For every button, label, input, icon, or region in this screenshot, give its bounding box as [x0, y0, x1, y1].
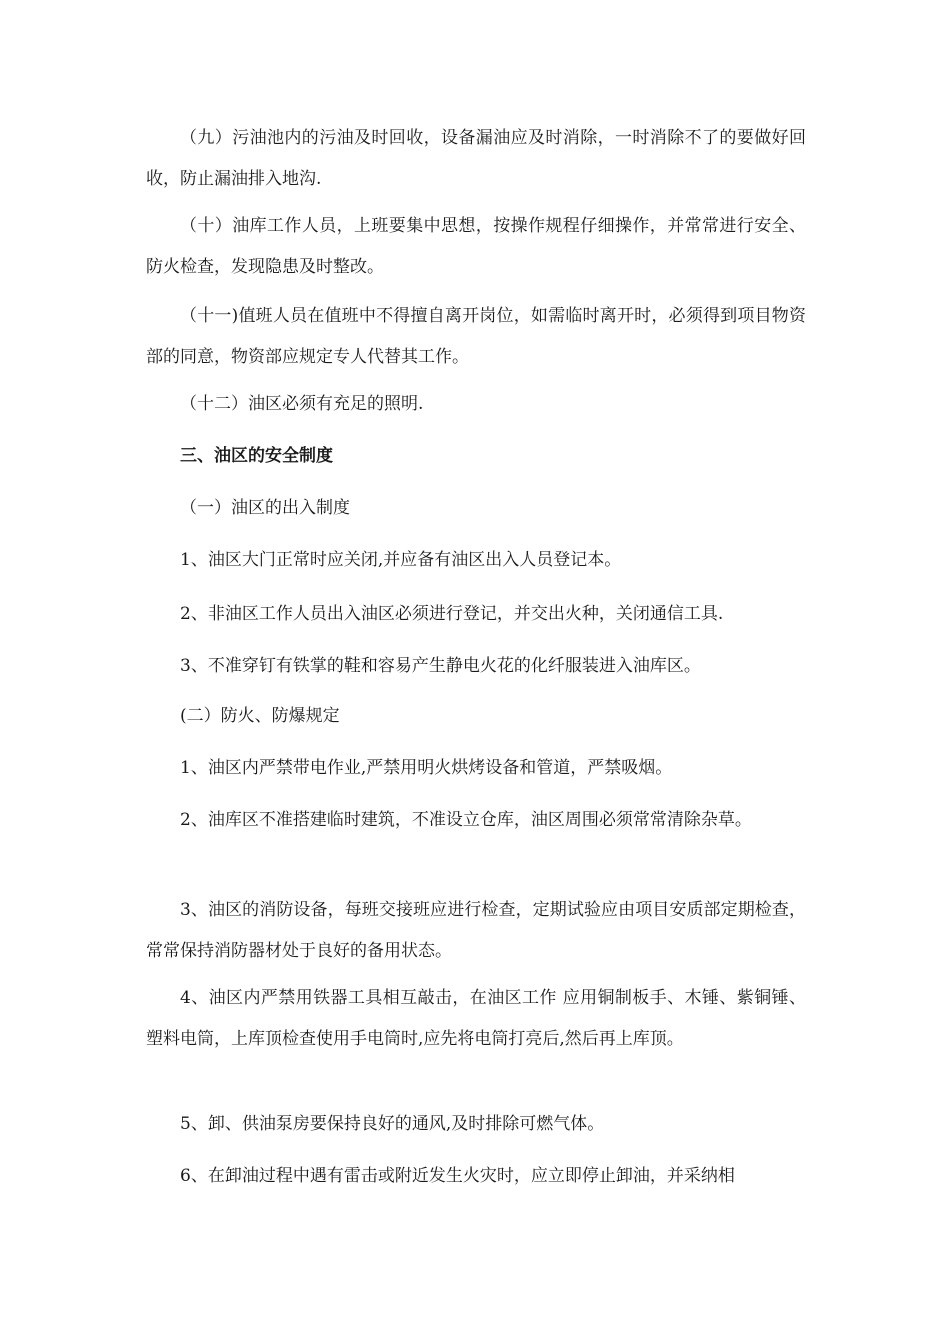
subsection-heading-2: (二）防火、防爆规定 [180, 706, 340, 726]
rule-item-2-6: 6、在卸油过程中遇有雷击或附近发生火灾时，应立即停止卸油，并采纳相 [180, 1166, 735, 1186]
subsection-heading-1: （一）油区的出入制度 [180, 498, 350, 518]
paragraph-item-10: （十）油库工作人员，上班要集中思想，按操作规程仔细操作，并常常进行安全、防火检查，发现隐患及时整改。 [146, 216, 806, 277]
rule-item-1-3: 3、不准穿钉有铁掌的鞋和容易产生静电火花的化纤服装进入油库区。 [180, 656, 701, 676]
rule-item-2-3: 3、油区的消防设备，每班交接班应进行检查，定期试验应由项目安质部定期检查，常常保持消防器材处于良好的备用状态。 [146, 900, 806, 961]
paragraph-item-11: （十一)值班人员在值班中不得擅自离开岗位，如需临时离开时，必须得到项目物资部的同意，物资部应规定专人代替其工作。 [146, 306, 806, 367]
rule-item-2-5: 5、卸、供油泵房要保持良好的通风,及时排除可燃气体。 [180, 1114, 605, 1134]
paragraph-item-9: （九）污油池内的污油及时回收，设备漏油应及时消除，一时消除不了的要做好回收，防止漏油排入地沟. [146, 128, 806, 189]
section-heading-3: 三、油区的安全制度 [180, 446, 333, 466]
rule-item-1-2: 2、非油区工作人员出入油区必须进行登记，并交出火种，关闭通信工具. [180, 604, 724, 624]
paragraph-item-12: （十二）油区必须有充足的照明. [180, 394, 424, 414]
rule-item-2-4: 4、油区内严禁用铁器工具相互敲击，在油区工作 应用铜制板手、木锤、紫铜锤、塑料电筒，上库顶检查使用手电筒时,应先将电筒打亮后,然后再上库顶。 [146, 988, 806, 1049]
rule-item-1-1: 1、油区大门正常时应关闭,并应备有油区出入人员登记本。 [180, 550, 622, 570]
rule-item-2-2: 2、油库区不准搭建临时建筑，不准设立仓库，油区周围必须常常清除杂草。 [180, 810, 752, 830]
rule-item-2-1: 1、油区内严禁带电作业,严禁用明火烘烤设备和管道，严禁吸烟。 [180, 758, 673, 778]
